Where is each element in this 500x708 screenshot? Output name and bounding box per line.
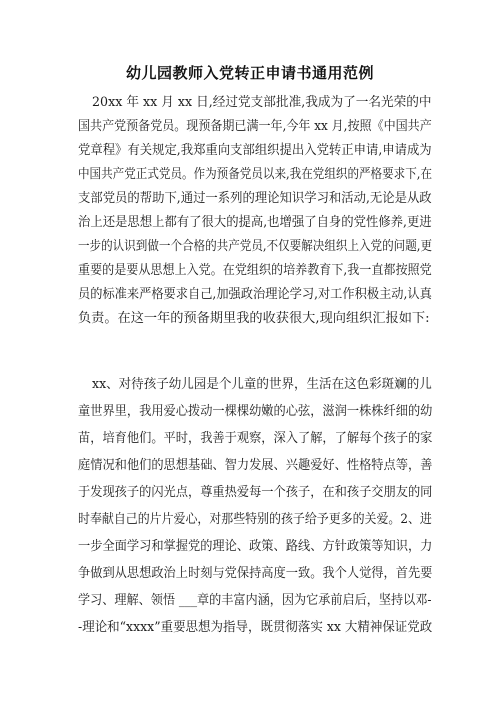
paragraph-line: 员的标准来严格要求自己,加强政治理论学习,对工作积极主动,认真 — [78, 287, 432, 302]
paragraph-line: 国共产党预备党员。现预备期已满一年,今年 xx 月,按照《中国共产 — [78, 119, 432, 134]
paragraph-line: 童世界里，我用爱心拨动一棵棵幼嫩的心弦，滋润一株株纤细的幼 — [78, 404, 433, 419]
paragraph-line: 于发现孩子的闪光点，尊重热爱每一个孩子，在和孩子交朋友的同 — [78, 485, 433, 500]
paragraph-line: 党章程》有关规定,我郑重向支部组织提出入党转正申请,申请成为 — [78, 143, 432, 158]
paragraph-line: 中国共产党正式党员。作为预备党员以来,我在党组织的严格要求下,在 — [78, 167, 433, 182]
paragraph-line: 20xx 年 xx 月 xx 日,经过党支部批准,我成为了一名光荣的中 — [92, 95, 432, 110]
paragraph-line: xx、对待孩子幼儿园是个儿童的世界，生活在这色彩斑斓的儿 — [92, 377, 432, 392]
paragraph-line: 治上还是思想上都有了很大的提高,也增强了自身的党性修养,更进 — [78, 215, 432, 230]
paragraph-line: -理论和“xxxx”重要思想为指导，既贯彻落实 xx 大精神保证党政 — [78, 620, 433, 635]
paragraph-line: 重要的是要从思想上入党。在党组织的培养教育下,我一直都按照党 — [78, 263, 432, 278]
paragraph-line: 苗，培育他们。平时，我善于观察，深入了解，了解每个孩子的家 — [78, 431, 433, 446]
document-title: 幼儿园教师入党转正申请书通用范例 — [125, 64, 374, 82]
paragraph-line: 负责。在这一年的预备期里我的收获很大,现向组织汇报如下: — [78, 311, 430, 326]
paragraph-line: 一步全面学习和掌握党的理论、政策、路线、方针政策等知识，力 — [78, 539, 433, 554]
paragraph-line: 争做到从思想政治上时刻与党保持高度一致。我个人觉得，首先要 — [78, 566, 433, 581]
paragraph-line: 支部党员的帮助下,通过一系列的理论知识学习和活动,无论是从政 — [78, 191, 432, 206]
paragraph-line: 一步的认识到做一个合格的共产党员,不仅要解决组织上入党的问题,更 — [78, 239, 433, 254]
paragraph-line: 时奉献自己的片片爱心，对那些特别的孩子给予更多的关爱。2、进 — [78, 512, 432, 527]
paragraph-line: 学习、理解、领悟 ___章的丰富内涵，因为它承前启后，坚持以邓- — [78, 593, 432, 608]
paragraph-line: 庭情况和他们的思想基础、智力发展、兴趣爱好、性格特点等，善 — [78, 458, 433, 473]
